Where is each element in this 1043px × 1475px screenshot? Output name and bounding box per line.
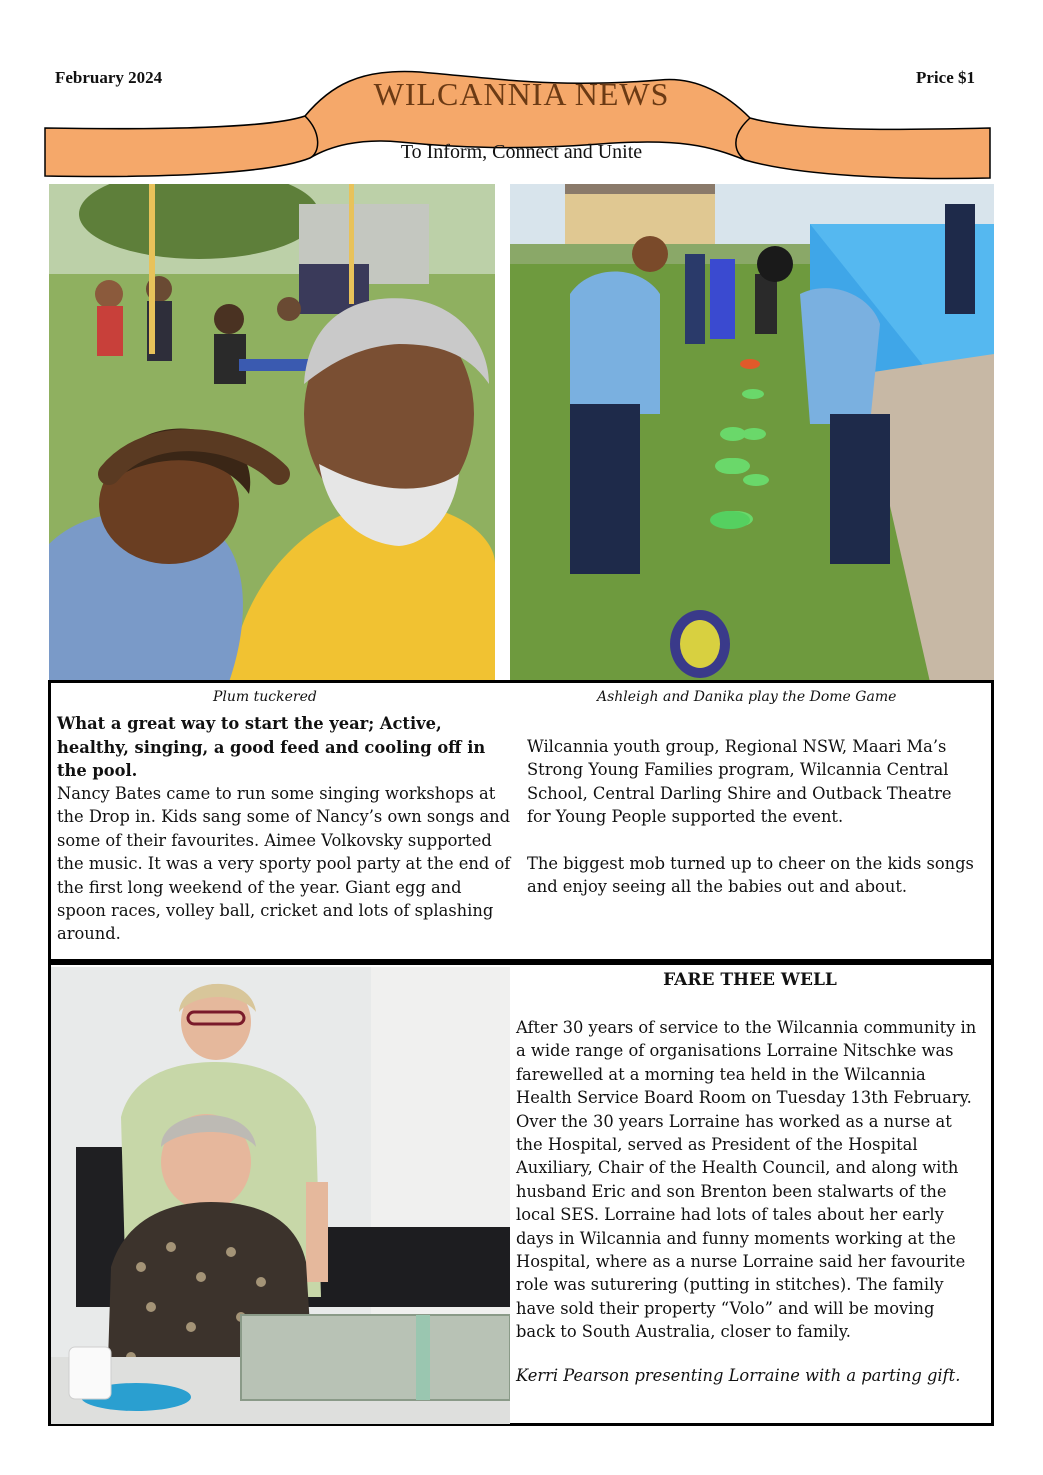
- photo-caption-dome-game: Ashleigh and Danika play the Dome Game: [597, 689, 897, 705]
- story-headline: What a great way to start the year; Active, healthy, singing, a good feed and cooling off in the pool.: [57, 714, 486, 780]
- section-title-fare-thee-well: FARE THEE WELL: [663, 970, 837, 990]
- photo-dome-game: [510, 184, 994, 682]
- masthead-title: WILCANNIA NEWS: [373, 76, 670, 112]
- story-body-right-2: The biggest mob turned up to cheer on the kids songs and enjoy seeing all the babies out and about.: [527, 854, 974, 897]
- photo-lorraine-farewell: [51, 967, 510, 1424]
- farewell-photo-caption: Kerri Pearson presenting Lorraine with a parting gift.: [516, 1366, 961, 1385]
- farewell-body: After 30 years of service to the Wilcannia community in a wide range of organisations Lorraine Nitschke was farewelled at a morning tea held in the Wilcannia Health Service Board Room on Tuesday 13th February. Over the 30 years Lorraine has worked as a nurse at the Hospital, served as President of the Hospital Auxiliary, Chair of the Health Council, and along with husband Eric and son Brenton been stalwarts of the local SES. Lorraine had lots of tales about her early days in Wilcannia and funny moments working at the Hospital, where as a nurse Lorraine said her favourite role was suturering (putting in stitches). The family have sold their property “Volo” and will be moving back to South Australia, closer to family.: [516, 1018, 977, 1342]
- story-body-right-1: Wilcannia youth group, Regional NSW, Maari Ma’s Strong Young Families program, Wilcannia Central School, Central Darling Shire and Outback Theatre for Young People supported the event.: [527, 737, 952, 827]
- photo-caption-plum: Plum tuckered: [213, 689, 317, 705]
- story-body-left: Nancy Bates came to run some singing workshops at the Drop in. Kids sang some of Nancy’s own songs and some of their favourites. Aimee Volkovsky supported the music. It was a very sporty pool party at the end of the first long weekend of the year. Giant egg and spoon races, volley ball, cricket and lots of splashing around.: [57, 784, 511, 944]
- masthead-tagline: To Inform, Connect and Unite: [400, 141, 643, 163]
- photo-plum-tuckered: [49, 184, 495, 682]
- issue-price: Price $1: [916, 68, 975, 87]
- issue-date: February 2024: [55, 68, 163, 87]
